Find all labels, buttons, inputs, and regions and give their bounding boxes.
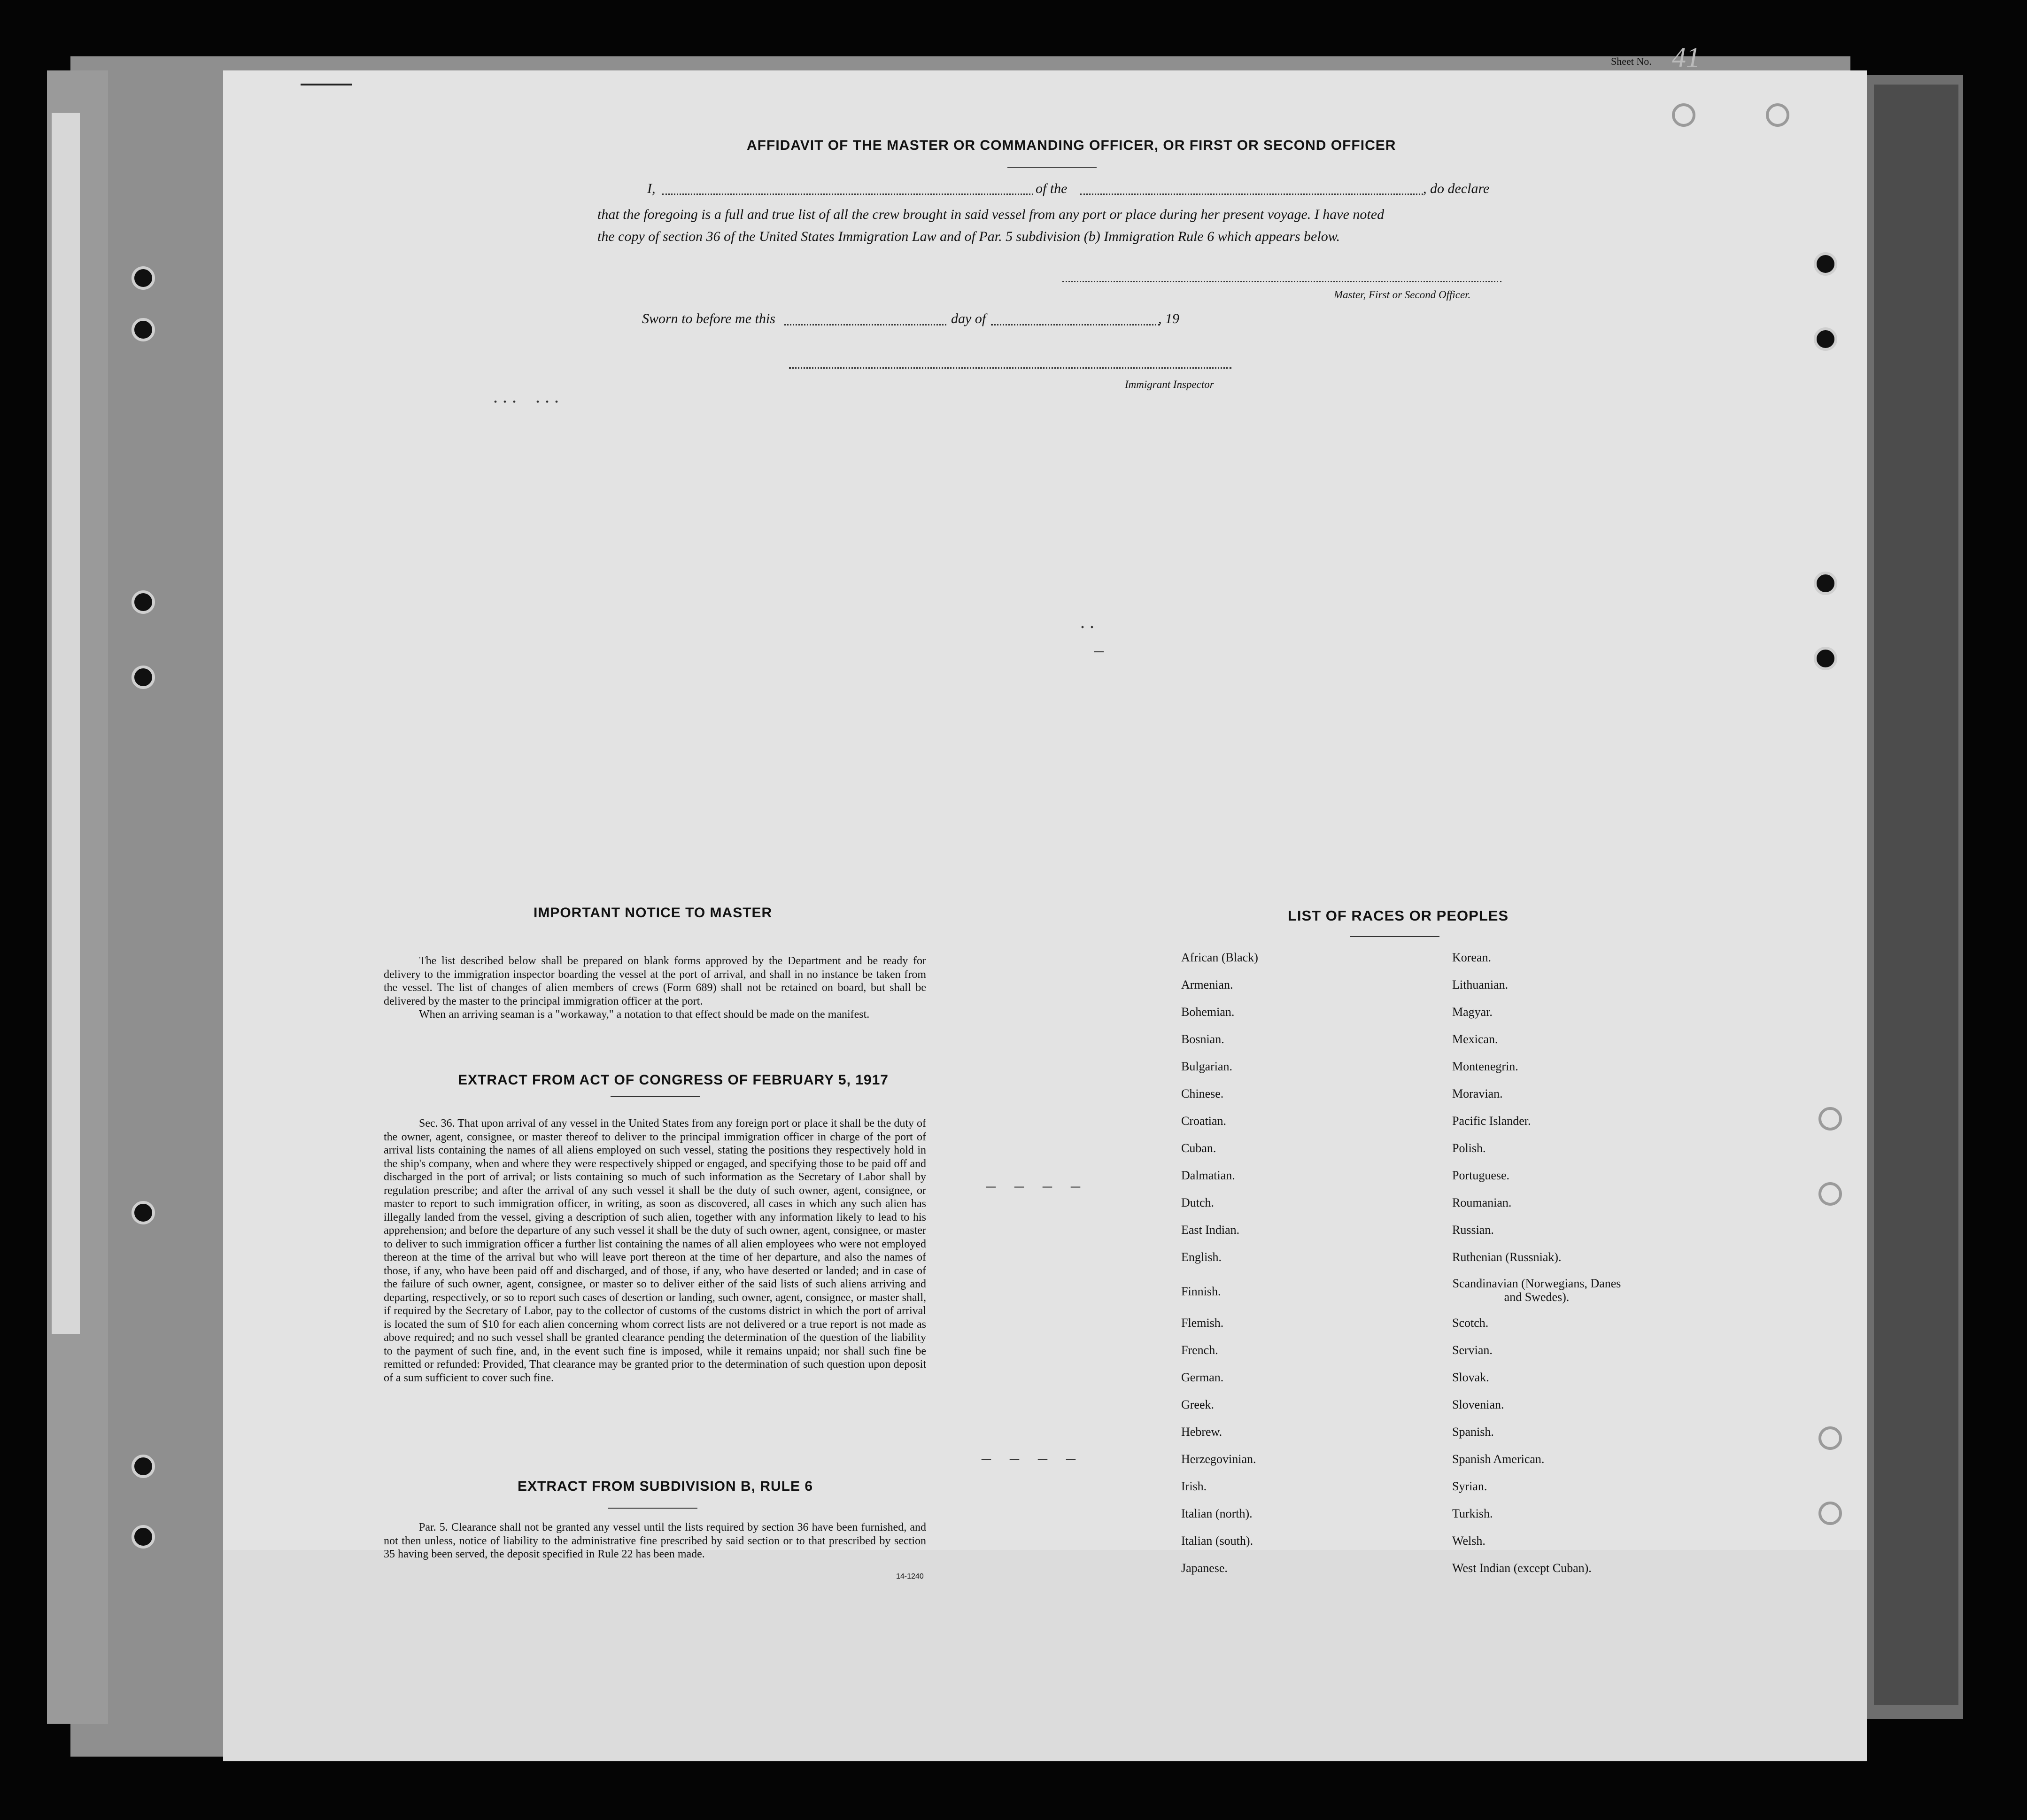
affidavit-line2: that the foregoing is a full and true list of all the crew brought in said vessel from any port or place during her present voyage. I have noted <box>597 207 1385 222</box>
sworn-start: Sworn to before me this <box>642 311 775 326</box>
race-col2-item: Scandinavian (Norwegians, Danes and Swedes). <box>1452 1277 1621 1304</box>
races-title: LIST OF RACES OR PEOPLES <box>1288 907 1509 924</box>
sworn-mid: day of <box>951 311 986 326</box>
race-col1-item: Cuban. <box>1181 1141 1216 1155</box>
race-col2-item: Spanish American. <box>1452 1452 1545 1466</box>
race-col2-item: Spanish. <box>1452 1425 1494 1439</box>
race-col2-item: Magyar. <box>1452 1005 1493 1019</box>
race-col2-item: Lithuanian. <box>1452 978 1509 991</box>
date-blank <box>784 324 946 325</box>
month-blank <box>991 324 1160 325</box>
affidavit-line1-mid: of the <box>1036 181 1068 196</box>
race-col1-item: African (Black) <box>1181 951 1258 964</box>
punch-hole <box>132 1201 155 1224</box>
corner-mark <box>301 84 352 85</box>
race-col2-item: Moravian. <box>1452 1087 1503 1100</box>
race-col2-item: Korean. <box>1452 951 1492 964</box>
notice-title: IMPORTANT NOTICE TO MASTER <box>534 905 773 921</box>
notice-paragraph-2: When an arriving seaman is a "workaway," a notation to that effect should be made on the manifest. <box>419 1008 870 1021</box>
manifest-dots: – – – – <box>986 1175 1080 1196</box>
affidavit-line1-end: , do declare <box>1423 181 1490 196</box>
act-title-underline <box>611 1096 700 1097</box>
race-col2-item: Polish. <box>1452 1141 1486 1155</box>
race-col1-item: French. <box>1181 1343 1218 1357</box>
left-binding-strip <box>52 113 80 1334</box>
punch-hole <box>132 666 155 689</box>
race-col2-item: Roumanian. <box>1452 1196 1512 1209</box>
race-col1-item: Armenian. <box>1181 978 1233 991</box>
race-col1-item: Bohemian. <box>1181 1005 1235 1019</box>
punch-hole <box>132 318 155 341</box>
race-col1-item: German. <box>1181 1371 1224 1384</box>
race-col2-item: Turkish. <box>1452 1507 1493 1520</box>
bleed-through-texture <box>470 474 1644 944</box>
race-col2-item: Servian. <box>1452 1343 1493 1357</box>
manifest-dots: – – – – <box>982 1447 1075 1468</box>
races-title-underline <box>1350 936 1439 937</box>
sworn-end: , 19 <box>1158 311 1179 326</box>
race-col2-item: Montenegrin. <box>1452 1060 1518 1073</box>
race-col1-item: Croatian. <box>1181 1114 1227 1128</box>
document-page-bottom <box>223 1550 1867 1761</box>
punch-hole <box>132 590 155 614</box>
race-col1-item: Chinese. <box>1181 1087 1224 1100</box>
punch-hole <box>132 266 155 290</box>
race-col2-item: Russian. <box>1452 1223 1494 1237</box>
race-col1-item: Greek. <box>1181 1398 1215 1411</box>
race-col2-item: West Indian (except Cuban). <box>1452 1561 1592 1575</box>
race-col1-item: Dutch. <box>1181 1196 1215 1209</box>
inspector-label: Immigrant Inspector <box>1125 379 1214 390</box>
section-36-text: Sec. 36. That upon arrival of any vessel in the United States from any foreign port or place it shall be the duty of the owner, agent, consignee, or master thereof to deliver to the principal immigration officer in charge of the port of arrival lists containing the names of all aliens employed on such vessel, stating the positions they respectively hold in the ship's company, when and where they were respectively shipped or engaged, and specifying those to be paid off and discharged in the port of arrival; or lists containing so much of such information as the Secretary of Labor shall by regulation prescribe; and after the arrival of any such vessel it shall be the duty of such owner, agent, consignee, or master to report to such immigration officer, in writing, as soon as discovered, all cases in which any such alien has illegally landed from the vessel, giving a description of such alien, together with any information likely to lead to his apprehension; and before the departure of any such vessel it shall be the duty of such owner, agent, consignee, or master to deliver to such immigration officer a further list containing the names of all alien employees who were not employed thereon at the time of the arrival but who will leave port thereon at the time of her departure, and also the names of those, if any, who have been paid off and discharged, and of those, if any, who have deserted or landed; and in case of the failure of such owner, agent, consignee, or master so to deliver either of the said lists of such aliens arriving and departing, respectively, or so to report such cases of desertion or landing, such owner, agent, consignee, or master shall, if required by the Secretary of Labor, pay to the collector of customs of the customs district in which the port of arrival is located the sum of $10 for each alien concerning whom correct lists are not delivered or a true report is not made as above required; and no such vessel shall be granted clearance pending the determination of the question of the liability to the payment of such fine, and, in the event such fine is imposed, while it remains unpaid; nor shall such fine be remitted or refunded: Provided, That clearance may be granted prior to the determination of such question upon deposit of a sum sufficient to cover such fine. <box>384 1117 926 1384</box>
punch-hole <box>1766 103 1789 127</box>
race-col1-item: Finnish. <box>1181 1285 1221 1298</box>
sheet-number: 41 <box>1672 42 1700 73</box>
race-col1-item: Italian (south). <box>1181 1534 1253 1548</box>
race-col2-item: Welsh. <box>1452 1534 1485 1548</box>
race-col2-item: Slovenian. <box>1452 1398 1504 1411</box>
sheet-label: Sheet No. <box>1611 55 1652 67</box>
race-col2-item: Scotch. <box>1452 1316 1489 1330</box>
punch-hole <box>1814 572 1837 595</box>
manifest-dots: . . . . . . <box>493 386 559 407</box>
race-col2-item: Syrian. <box>1452 1479 1487 1493</box>
race-col2-item: Slovak. <box>1452 1371 1489 1384</box>
signature-label: Master, First or Second Officer. <box>1334 289 1471 301</box>
race-col1-item: English. <box>1181 1250 1222 1264</box>
punch-hole <box>132 1455 155 1478</box>
race-col1-item: Bosnian. <box>1181 1032 1224 1046</box>
punch-hole <box>1818 1502 1842 1525</box>
rule-extract-title: EXTRACT FROM SUBDIVISION B, RULE 6 <box>518 1479 813 1494</box>
punch-hole <box>1818 1107 1842 1131</box>
race-col2-item: Pacific Islander. <box>1452 1114 1531 1128</box>
race-col1-item: Hebrew. <box>1181 1425 1222 1439</box>
rule-title-underline <box>608 1508 697 1509</box>
punch-hole <box>1814 327 1837 351</box>
race-col1-item: Flemish. <box>1181 1316 1224 1330</box>
manifest-dots: – <box>1094 639 1104 660</box>
rule-paragraph-5: Par. 5. Clearance shall not be granted any vessel until the lists required by section 36 have been furnished, and not then unless, notice of liability to the administrative fine prescribed by said section or to that prescribed by section 35 having been served, the deposit specified in Rule 22 has been made. <box>384 1521 926 1560</box>
vessel-blank <box>1080 194 1423 195</box>
affidavit-line1-start: I, <box>647 181 656 196</box>
inspector-blank <box>789 367 1231 369</box>
punch-hole <box>1818 1426 1842 1450</box>
signature-blank <box>1062 281 1501 282</box>
punch-hole <box>1814 647 1837 670</box>
race-col1-item: Dalmatian. <box>1181 1169 1235 1182</box>
race-col1-item: Japanese. <box>1181 1561 1228 1575</box>
name-blank <box>662 194 1033 195</box>
race-col2-item: Portuguese. <box>1452 1169 1510 1182</box>
form-number: 14-1240 <box>896 1572 924 1580</box>
race-col2-item: Mexican. <box>1452 1032 1498 1046</box>
race-col1-item: Bulgarian. <box>1181 1060 1233 1073</box>
right-page-stack-inner <box>1874 85 1958 1705</box>
notice-paragraph-1: The list described below shall be prepared on blank forms approved by the Department and be ready for delivery to the immigration inspector boarding the vessel at the port of arrival, and shall in no instance be taken from the vessel. The list of changes of alien members of crews (Form 689) shall not be retained on board, but shall be delivered by the master to the principal immigration officer at the port. <box>384 955 926 1007</box>
punch-hole <box>1672 103 1695 127</box>
race-col1-item: Herzegovinian. <box>1181 1452 1256 1466</box>
race-col1-item: Irish. <box>1181 1479 1207 1493</box>
race-col1-item: Italian (north). <box>1181 1507 1253 1520</box>
act-extract-title: EXTRACT FROM ACT OF CONGRESS OF FEBRUARY 5, 1917 <box>458 1072 889 1088</box>
affidavit-line3: the copy of section 36 of the United States Immigration Law and of Par. 5 subdivision (b) Immigration Rule 6 which appears below. <box>597 229 1340 244</box>
punch-hole <box>1818 1182 1842 1206</box>
title-underline <box>1007 167 1097 168</box>
affidavit-title: AFFIDAVIT OF THE MASTER OR COMMANDING OFFICER, OR FIRST OR SECOND OFFICER <box>747 138 1396 153</box>
punch-hole <box>1814 252 1837 276</box>
punch-hole <box>132 1525 155 1549</box>
race-col2-item: Ruthenian (Russniak). <box>1452 1250 1562 1264</box>
manifest-dots: . . <box>1080 611 1094 632</box>
race-col1-item: East Indian. <box>1181 1223 1240 1237</box>
